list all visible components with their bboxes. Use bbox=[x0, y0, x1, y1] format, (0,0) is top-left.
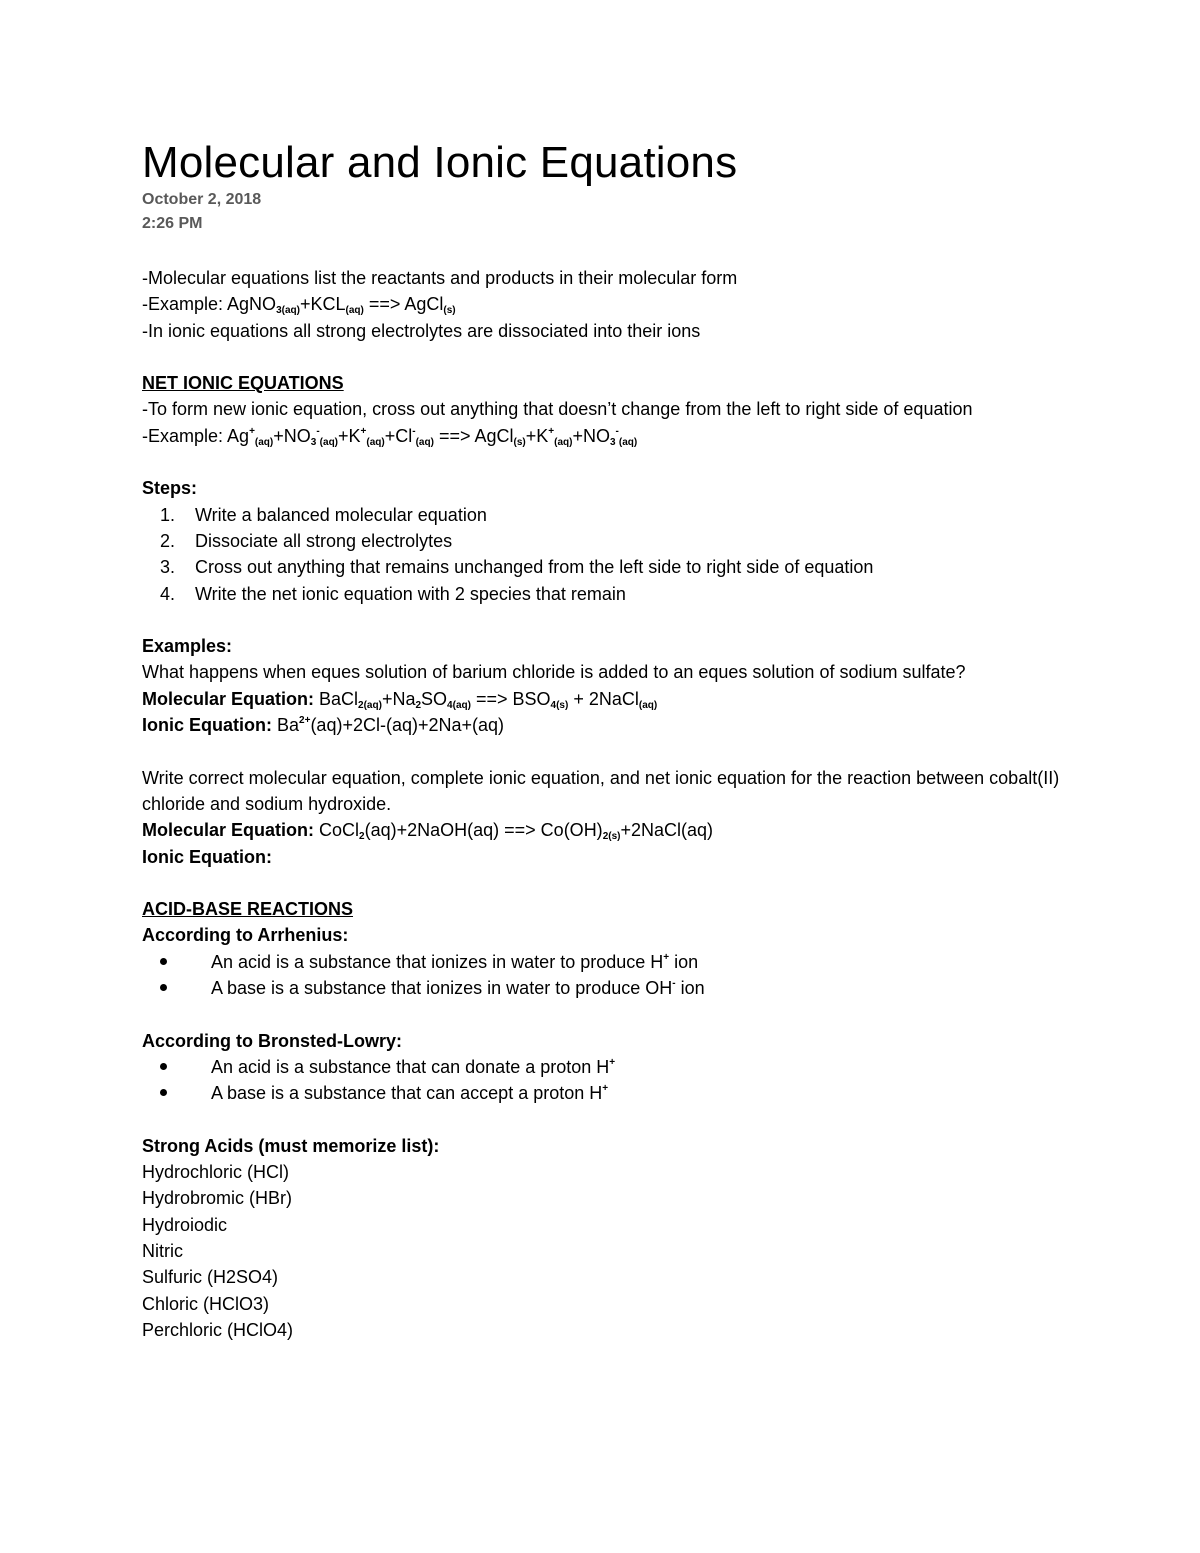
ionic-equation-1 bbox=[142, 712, 1072, 738]
strong-acids-heading: Strong Acids (must memorize list): bbox=[142, 1135, 440, 1156]
note-date: October 2, 2018 bbox=[142, 191, 262, 208]
superscript: + bbox=[663, 951, 670, 963]
step-number: 2. bbox=[160, 530, 176, 551]
page-title: Molecular and Ionic Equations bbox=[142, 138, 738, 187]
subscript: 3 bbox=[609, 436, 616, 448]
text: SO bbox=[421, 688, 448, 709]
step-number: 4. bbox=[160, 583, 176, 604]
note-time: 2:26 PM bbox=[142, 215, 203, 232]
subscript: 2 bbox=[359, 831, 365, 843]
subscript: (aq) bbox=[638, 699, 658, 711]
text: A base is a substance that ionizes in water to produce OH bbox=[211, 978, 673, 999]
net-ionic-heading: NET IONIC EQUATIONS bbox=[142, 373, 344, 394]
subscript: 2(aq) bbox=[358, 699, 382, 711]
examples-heading: Examples: bbox=[142, 636, 233, 657]
spacer bbox=[142, 1107, 1072, 1133]
list-item bbox=[142, 975, 1072, 1001]
strong-acid-item: Nitric bbox=[142, 1240, 183, 1261]
bullet-icon bbox=[160, 984, 167, 991]
spacer bbox=[142, 449, 1072, 475]
superscript: + bbox=[548, 425, 555, 437]
arrhenius-heading: According to Arrhenius: bbox=[142, 925, 349, 946]
bullet-icon bbox=[160, 1063, 167, 1070]
superscript: 2+ bbox=[299, 715, 311, 727]
text: +2NaCl(aq) bbox=[620, 820, 714, 841]
superscript: + bbox=[360, 425, 367, 437]
example-question-1: What happens when eques solution of barium chloride is added to an eques solution of sodium sulfate? bbox=[142, 662, 966, 683]
text: ion bbox=[669, 951, 699, 972]
text: -Example: AgNO bbox=[142, 294, 277, 315]
intro-line-3: -In ionic equations all strong electrolytes are dissociated into their ions bbox=[142, 320, 701, 341]
subscript: 2(s) bbox=[602, 831, 621, 843]
text: + 2NaCl bbox=[568, 688, 639, 709]
strong-acid-item: Hydrochloric (HCl) bbox=[142, 1162, 290, 1183]
spacer bbox=[142, 1001, 1072, 1027]
strong-acid-item: Perchloric (HClO4) bbox=[142, 1319, 294, 1340]
arrhenius-list bbox=[142, 949, 1072, 1002]
subscript: (s) bbox=[513, 436, 526, 448]
text: -Example: Ag bbox=[142, 425, 250, 446]
superscript: - bbox=[615, 425, 619, 437]
net-ionic-example bbox=[142, 423, 1072, 449]
bronsted-heading: According to Bronsted-Lowry: bbox=[142, 1030, 402, 1051]
spacer bbox=[142, 738, 1072, 764]
superscript: - bbox=[316, 425, 320, 437]
text: +NO bbox=[572, 425, 610, 446]
text: +Cl bbox=[384, 425, 413, 446]
subscript: (aq) bbox=[618, 436, 638, 448]
note-body bbox=[142, 265, 1072, 1343]
subscript: (aq) bbox=[554, 436, 573, 448]
step-number: 3. bbox=[160, 557, 176, 578]
text: +NO bbox=[273, 425, 311, 446]
text: ion bbox=[675, 978, 705, 999]
list-item bbox=[142, 581, 1072, 607]
list-item bbox=[142, 1054, 1072, 1080]
bullet-icon bbox=[160, 1089, 167, 1096]
equation-label: Molecular Equation: bbox=[142, 820, 315, 841]
text: (aq)+2Cl-(aq)+2Na+(aq) bbox=[310, 715, 505, 736]
intro-example-line bbox=[142, 291, 1072, 317]
step-text: Dissociate all strong electrolytes bbox=[195, 530, 453, 551]
subscript: 2 bbox=[415, 699, 422, 711]
text: A base is a substance that can accept a proton H bbox=[211, 1083, 603, 1104]
strong-acid-item: Sulfuric (H2SO4) bbox=[142, 1267, 279, 1288]
superscript: + bbox=[609, 1056, 616, 1068]
molecular-equation-1 bbox=[142, 686, 1072, 712]
spacer bbox=[142, 344, 1072, 370]
text: An acid is a substance that can donate a proton H bbox=[211, 1056, 610, 1077]
text: ==> BSO bbox=[470, 688, 551, 709]
acid-base-heading: ACID-BASE REACTIONS bbox=[142, 899, 354, 920]
text: Ba bbox=[272, 715, 300, 736]
superscript: - bbox=[672, 978, 676, 990]
list-item bbox=[142, 502, 1072, 528]
superscript: - bbox=[412, 425, 416, 437]
strong-acid-item: Hydrobromic (HBr) bbox=[142, 1188, 293, 1209]
ionic-equation-2-label: Ionic Equation: bbox=[142, 846, 272, 867]
bullet-icon bbox=[160, 958, 167, 965]
subscript: (aq) bbox=[415, 436, 434, 448]
steps-list bbox=[142, 502, 1072, 607]
text: +K bbox=[338, 425, 361, 446]
strong-acid-item: Hydroiodic bbox=[142, 1214, 228, 1235]
intro-line-1: -Molecular equations list the reactants and products in their molecular form bbox=[142, 268, 738, 288]
spacer bbox=[142, 870, 1072, 896]
subscript: 4(s) bbox=[550, 699, 569, 711]
example-question-2: Write correct molecular equation, complete ionic equation, and net ionic equation for the reaction between cobalt(II) chloride and sodium hydroxide. bbox=[142, 767, 1060, 814]
equation-label: Ionic Equation: bbox=[142, 715, 272, 736]
step-text: Write a balanced molecular equation bbox=[195, 504, 487, 525]
text: An acid is a substance that ionizes in water to produce H bbox=[211, 951, 664, 972]
subscript: (aq) bbox=[345, 305, 364, 317]
superscript: + bbox=[602, 1083, 609, 1095]
list-item bbox=[142, 1080, 1072, 1106]
list-item bbox=[142, 949, 1072, 975]
list-item bbox=[142, 528, 1072, 554]
text: CoCl bbox=[314, 820, 360, 841]
step-number: 1. bbox=[160, 504, 176, 525]
spacer bbox=[142, 607, 1072, 633]
net-ionic-description: -To form new ionic equation, cross out anything that doesn’t change from the left to right side of equation bbox=[142, 399, 973, 420]
text: +KCL bbox=[299, 294, 346, 315]
subscript: (aq) bbox=[366, 436, 385, 448]
step-text: Cross out anything that remains unchanged from the left side to right side of equation bbox=[195, 557, 874, 578]
subscript: 3(aq) bbox=[276, 305, 300, 317]
list-item bbox=[142, 554, 1072, 580]
step-text: Write the net ionic equation with 2 species that remain bbox=[195, 583, 626, 604]
strong-acid-item: Chloric (HClO3) bbox=[142, 1293, 270, 1314]
text: +K bbox=[525, 425, 549, 446]
molecular-equation-2 bbox=[142, 817, 1072, 843]
subscript: (aq) bbox=[254, 436, 274, 448]
steps-heading: Steps: bbox=[142, 478, 198, 499]
subscript: 3 bbox=[310, 436, 317, 448]
equation-label: Molecular Equation: bbox=[142, 688, 315, 709]
superscript: + bbox=[249, 425, 255, 437]
bronsted-list bbox=[142, 1054, 1072, 1107]
subscript: 4(aq) bbox=[447, 699, 471, 711]
text: +Na bbox=[381, 688, 416, 709]
subscript: (s) bbox=[443, 305, 456, 317]
text: ==> AgCl bbox=[433, 425, 514, 446]
subscript: (aq) bbox=[319, 436, 339, 448]
text: ==> AgCl bbox=[363, 294, 444, 315]
text: BaCl bbox=[314, 688, 359, 709]
text: (aq)+2NaOH(aq) ==> Co(OH) bbox=[364, 820, 603, 841]
